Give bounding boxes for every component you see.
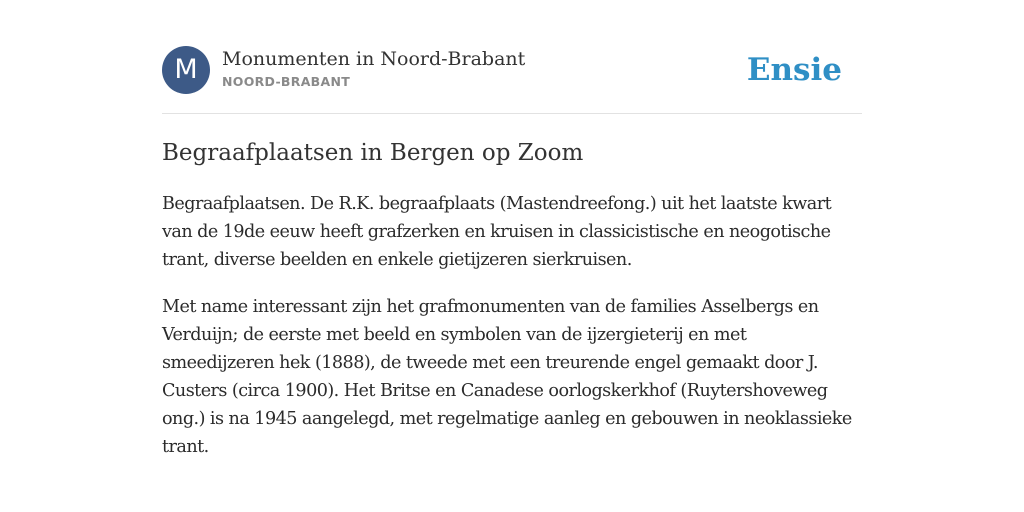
article-paragraph-2: Met name interessant zijn het grafmonumenten van de families Asselbergs en Verduijn; de eerste met beeld en symbolen van de ijzergieterij en met smeedijzeren hek (1888), de tweede met een treurende engel gemaakt door J. Custers (circa 1900). Het Britse en Canadese oorlogskerkhof (Ruytershoveweg ong.) is na 1945 aangelegd, met regelmatige aanleg en gebouwen in neoklassieke trant. [162, 297, 852, 457]
article-title: Begraafplaatsen in Bergen op Zoom [162, 140, 584, 166]
avatar[interactable]: M [162, 46, 210, 94]
article-body [162, 190, 862, 480]
brand-logo[interactable]: Ensie [746, 52, 842, 88]
site-subtitle[interactable]: NOORD-BRABANT [222, 74, 351, 89]
article-paragraph-1: Begraafplaatsen. De R.K. begraafplaats (Mastendreefong.) uit het laatste kwart van de 19de eeuw heeft grafzerken en kruisen in classicistische en neogotische trant, diverse beelden en enkele gietijzeren sierkruisen. [162, 194, 832, 270]
header [162, 46, 862, 96]
divider [162, 113, 862, 114]
site-title[interactable]: Monumenten in Noord-Brabant [222, 48, 526, 70]
